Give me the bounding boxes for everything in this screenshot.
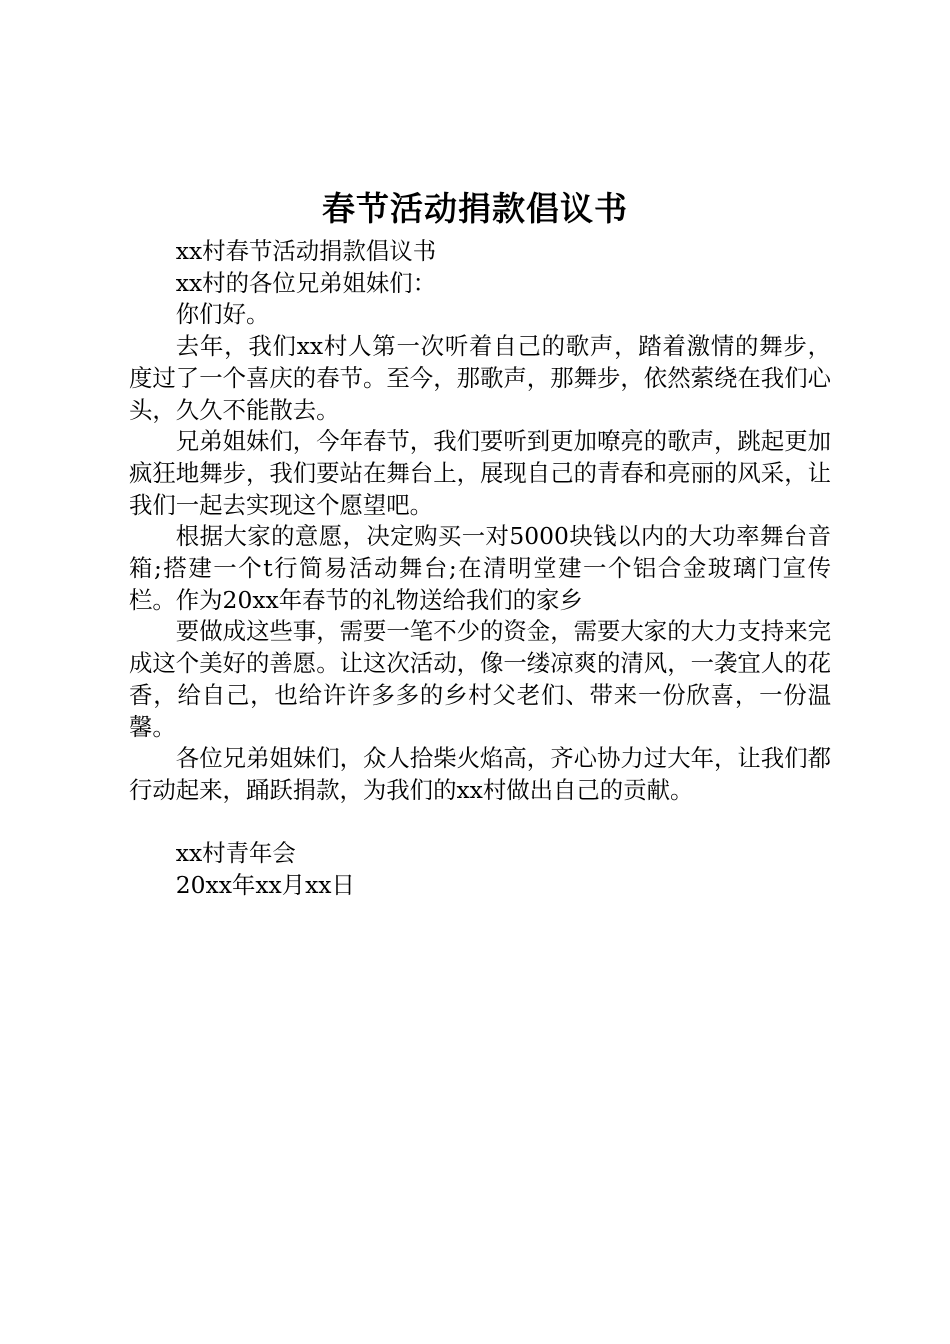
signature-date: 20xx年xx月xx日 (175, 871, 355, 900)
paragraph-greeting: 你们好。 (175, 300, 270, 329)
paragraph-salutation: xx村的各位兄弟姐妹们： (175, 268, 437, 297)
paragraph-last-year: 去年，我们xx村人第一次听着自己的歌声，踏着激情的舞步，度过了一个喜庆的春节。至今，那歌声，那舞步，依然萦绕在我们心头，久久不能散去。 (129, 332, 831, 424)
paragraph-call-to-action: 各位兄弟姐妹们，众人拾柴火焰高，齐心协力过大年，让我们都行动起来，踊跃捐款，为我们的xx村做出自己的贡献。 (129, 744, 831, 804)
paragraph-this-year: 兄弟姐妹们，今年春节，我们要听到更加嘹亮的歌声，跳起更加疯狂地舞步，我们要站在舞台上，展现自己的青春和亮丽的风采，让我们一起去实现这个愿望吧。 (129, 427, 831, 519)
document-body (129, 236, 831, 902)
paragraph-plan: 根据大家的意愿，决定购买一对5000块钱以内的大功率舞台音箱;搭建一个t行简易活动舞台;在清明堂建一个铝合金玻璃门宣传栏。作为20xx年春节的礼物送给我们的家乡 (129, 522, 831, 614)
blank-line (129, 807, 831, 839)
signature-organization: xx村青年会 (175, 839, 296, 868)
paragraph-heading-line: xx村春节活动捐款倡议书 (175, 237, 437, 265)
document-title: 春节活动捐款倡议书 (322, 189, 628, 228)
paragraph-funding: 要做成这些事，需要一笔不少的资金，需要大家的大力支持来完成这个美好的善愿。让这次活动，像一缕凉爽的清风，一袭宜人的花香，给自己，也给许许多多的乡村父老们、带来一份欣喜，一份温馨。 (129, 617, 831, 741)
